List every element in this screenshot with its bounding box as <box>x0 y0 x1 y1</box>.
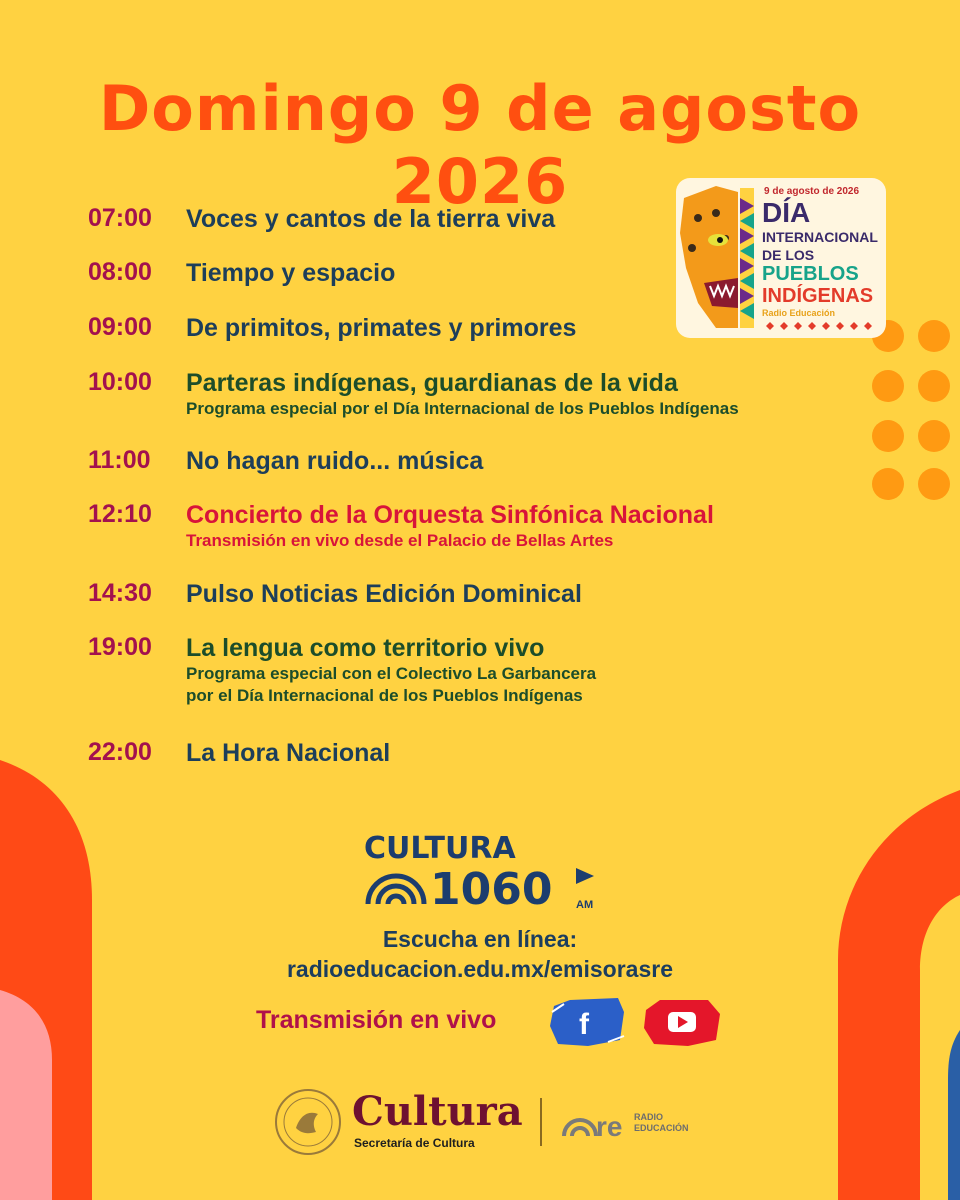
station-frequency: 1060 <box>430 864 553 914</box>
event-date: 9 de agosto de 2026 <box>764 186 860 197</box>
program-subtitle: Programa especial por el Día Internacional de los Pueblos Indígenas <box>186 399 739 418</box>
program-title: Parteras indígenas, guardianas de la vida <box>186 369 678 397</box>
schedule-time: 10:00 <box>88 368 152 396</box>
event-line4: PUEBLOS <box>762 263 859 285</box>
station-name: CULTURA <box>364 831 516 866</box>
org-subtitle: Secretaría de Cultura <box>354 1136 475 1150</box>
facebook-icon[interactable] <box>548 996 628 1048</box>
cultura-1060-logo <box>362 828 602 914</box>
program-subtitle: Transmisión en vivo desde el Palacio de Bellas Artes <box>186 531 614 550</box>
schedule-time: 07:00 <box>88 204 152 232</box>
program-subtitle: por el Día Internacional de los Pueblos Indígenas <box>186 686 583 705</box>
schedule-time: 22:00 <box>88 738 152 766</box>
event-line2: INTERNACIONAL <box>762 229 878 245</box>
radio-educacion-logo <box>560 1102 630 1142</box>
radio-waves-icon <box>368 876 424 904</box>
jaguar-event-logo <box>676 178 886 338</box>
event-line1: DÍA <box>762 197 811 228</box>
play-icon <box>576 868 594 884</box>
schedule-time: 19:00 <box>88 633 152 661</box>
live-label: Transmisión en vivo <box>256 1006 497 1034</box>
youtube-icon[interactable] <box>642 996 722 1048</box>
listen-url[interactable]: radioeducacion.edu.mx/emisorasre <box>286 956 674 982</box>
radio-line2: EDUCACIÓN <box>634 1123 689 1133</box>
program-title: De primitos, primates y primores <box>186 314 577 342</box>
program-title: Voces y cantos de la tierra viva <box>186 205 556 233</box>
listen-label: Escucha en línea: <box>382 926 578 952</box>
event-line6: Radio Educación <box>762 308 836 318</box>
re-mark: re <box>596 1111 623 1142</box>
radio-educacion-text <box>634 1112 689 1134</box>
schedule-time: 08:00 <box>88 258 152 286</box>
page-title: Domingo 9 de agosto 2026 <box>98 72 862 218</box>
station-band: AM <box>576 899 594 911</box>
mexico-seal-icon <box>274 1088 342 1156</box>
event-line3: DE LOS <box>762 247 815 263</box>
program-subtitle: Programa especial con el Colectivo La Garbancera <box>186 664 597 683</box>
listen-online <box>0 924 960 984</box>
schedule-time: 12:10 <box>88 500 152 528</box>
footer-divider <box>540 1098 542 1146</box>
schedule-time: 09:00 <box>88 313 152 341</box>
program-title: Pulso Noticias Edición Dominical <box>186 580 582 608</box>
schedule-time: 11:00 <box>88 446 151 474</box>
pattern-border <box>740 188 754 328</box>
event-line5: INDÍGENAS <box>762 285 874 307</box>
program-title: Tiempo y espacio <box>186 259 396 287</box>
program-title: Concierto de la Orquesta Sinfónica Nacional <box>186 501 714 529</box>
program-title: La lengua como territorio vivo <box>186 634 545 662</box>
program-title: No hagan ruido... música <box>186 447 484 475</box>
radio-line1: RADIO <box>634 1112 663 1122</box>
schedule-time: 14:30 <box>88 579 152 607</box>
program-title: La Hora Nacional <box>186 739 391 767</box>
org-name: Cultura <box>352 1088 523 1135</box>
svg-text:f: f <box>579 1008 589 1041</box>
